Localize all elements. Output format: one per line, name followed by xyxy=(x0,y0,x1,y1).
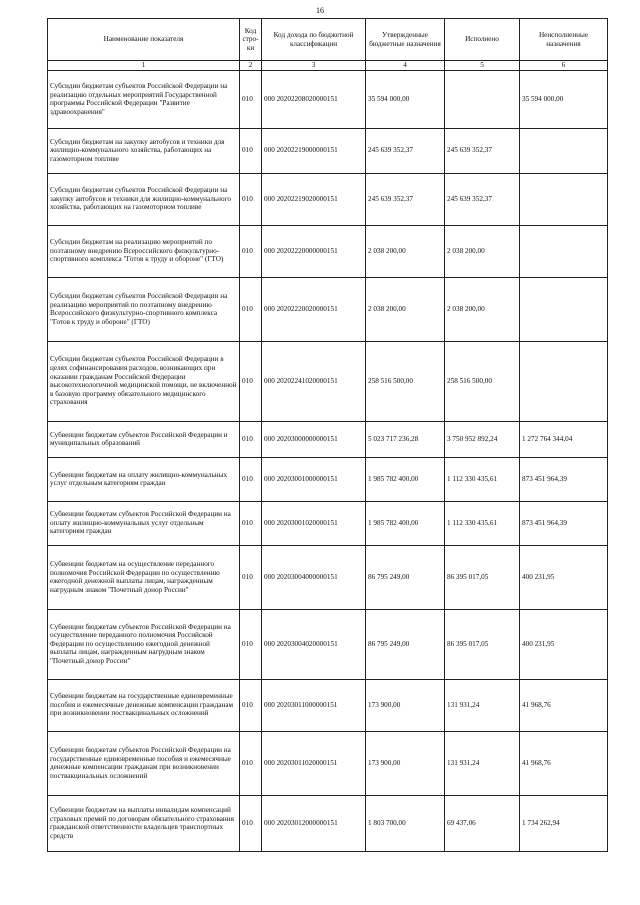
unexecuted-amount: 41 968,76 xyxy=(520,731,608,795)
header-unexecuted: Неисполненные назначения xyxy=(520,19,608,61)
unexecuted-amount: 873 451 964,39 xyxy=(520,457,608,501)
indicator-name: Субсидии бюджетам субъектов Российской Федерации на реализацию мероприятий по поэтапному внедрению Всероссийского физкультурно-спортивного комплекса "Готов к труду и обороне" (ГТО) xyxy=(48,277,240,341)
column-number: 6 xyxy=(520,61,608,71)
executed-amount: 1 112 330 435,61 xyxy=(445,457,520,501)
budget-class-code: 000 20202219020000151 xyxy=(262,173,366,225)
table-row xyxy=(48,277,608,341)
indicator-name: Субвенции бюджетам субъектов Российской Федерации на осуществление переданного полномочия Российской Федерации по осуществлению ежегодной денежной выплаты лицам, награжденным нагрудным знаком "Почетный донор России" xyxy=(48,609,240,679)
table-row xyxy=(48,545,608,609)
table-row xyxy=(48,731,608,795)
table-row xyxy=(48,128,608,173)
executed-amount: 258 516 500,00 xyxy=(445,341,520,421)
budget-class-code: 000 20202208020000151 xyxy=(262,70,366,128)
table-row xyxy=(48,795,608,851)
executed-amount xyxy=(445,70,520,128)
executed-amount: 86 395 017,05 xyxy=(445,609,520,679)
executed-amount: 2 038 200,00 xyxy=(445,277,520,341)
executed-amount: 86 395 017,05 xyxy=(445,545,520,609)
approved-amount: 5 023 717 236,28 xyxy=(366,421,445,457)
header-approved: Утвержденные бюджетные назначения xyxy=(366,19,445,61)
header-code: Код стро-ки xyxy=(240,19,262,61)
header-kbk: Код дохода по бюджетной классификации xyxy=(262,19,366,61)
approved-amount: 245 639 352,37 xyxy=(366,173,445,225)
approved-amount: 1 985 782 400,00 xyxy=(366,501,445,545)
unexecuted-amount xyxy=(520,277,608,341)
approved-amount: 86 795 249,00 xyxy=(366,609,445,679)
unexecuted-amount: 41 968,76 xyxy=(520,679,608,731)
indicator-name: Субвенции бюджетам субъектов Российской Федерации и муниципальных образований xyxy=(48,421,240,457)
budget-class-code: 000 20203011000000151 xyxy=(262,679,366,731)
budget-class-code: 000 20203001000000151 xyxy=(262,457,366,501)
table-row xyxy=(48,70,608,128)
line-code: 010 xyxy=(240,795,262,851)
unexecuted-amount: 1 272 764 344,04 xyxy=(520,421,608,457)
approved-amount: 1 985 782 400,00 xyxy=(366,457,445,501)
column-number: 5 xyxy=(445,61,520,71)
budget-class-code: 000 20203000000000151 xyxy=(262,421,366,457)
budget-class-code: 000 20203011020000151 xyxy=(262,731,366,795)
approved-amount: 2 038 200,00 xyxy=(366,277,445,341)
column-number: 4 xyxy=(366,61,445,71)
budget-class-code: 000 20202241020000151 xyxy=(262,341,366,421)
indicator-name: Субсидии бюджетам субъектов Российской Федерации на закупку автобусов и техники для жилищно-коммунального хозяйства, работающих на газомоторном топливе xyxy=(48,173,240,225)
table-row xyxy=(48,225,608,277)
table-row xyxy=(48,679,608,731)
approved-amount: 35 594 000,00 xyxy=(366,70,445,128)
line-code: 010 xyxy=(240,421,262,457)
executed-amount: 131 931,24 xyxy=(445,731,520,795)
unexecuted-amount xyxy=(520,225,608,277)
line-code: 010 xyxy=(240,341,262,421)
indicator-name: Субсидии бюджетам на закупку автобусов и техники для жилищно-коммунального хозяйства, работающих на газомоторном топливе xyxy=(48,128,240,173)
header-name: Наименование показателя xyxy=(48,19,240,61)
header-row xyxy=(48,19,608,61)
unexecuted-amount: 400 231,95 xyxy=(520,609,608,679)
indicator-name: Субвенции бюджетам на оплату жилищно-коммунальных услуг отдельным категориям граждан xyxy=(48,457,240,501)
budget-class-code: 000 20202219000000151 xyxy=(262,128,366,173)
indicator-name: Субвенции бюджетам на выплаты инвалидам компенсаций страховых премий по договорам обязательного страхования гражданской ответственности владельцев транспортных средств xyxy=(48,795,240,851)
line-code: 010 xyxy=(240,679,262,731)
budget-class-code: 000 20203001020000151 xyxy=(262,501,366,545)
indicator-name: Субвенции бюджетам на государственные единовременные пособия и ежемесячные денежные компенсации гражданам при возникновении поствакцинальных осложнений xyxy=(48,679,240,731)
indicator-name: Субвенции бюджетам на осуществление переданного полномочия Российской Федерации по осуществлению ежегодной денежной выплаты лицам, награжденным нагрудным знаком "Почетный донор России" xyxy=(48,545,240,609)
executed-amount: 69 437,06 xyxy=(445,795,520,851)
table-row xyxy=(48,501,608,545)
budget-class-code: 000 20203004020000151 xyxy=(262,609,366,679)
column-number-row xyxy=(48,61,608,71)
page-number: 16 xyxy=(316,6,324,15)
indicator-name: Субсидии бюджетам субъектов Российской Федерации на реализацию отдельных мероприятий Государственной программы Российской Федерации "Развитие здравоохранения" xyxy=(48,70,240,128)
indicator-name: Субвенции бюджетам субъектов Российской Федерации на государственные единовременные пособия и ежемесячные денежные компенсации гражданам при возникновении поствакцинальных осложнений xyxy=(48,731,240,795)
column-number: 3 xyxy=(262,61,366,71)
budget-class-code: 000 20202220000000151 xyxy=(262,225,366,277)
header-executed: Исполнено xyxy=(445,19,520,61)
line-code: 010 xyxy=(240,277,262,341)
budget-execution-table xyxy=(47,18,608,852)
table-row xyxy=(48,609,608,679)
line-code: 010 xyxy=(240,501,262,545)
approved-amount: 173 900,00 xyxy=(366,731,445,795)
line-code: 010 xyxy=(240,545,262,609)
table-row xyxy=(48,457,608,501)
unexecuted-amount xyxy=(520,173,608,225)
budget-class-code: 000 20202220020000151 xyxy=(262,277,366,341)
unexecuted-amount: 873 451 964,39 xyxy=(520,501,608,545)
line-code: 010 xyxy=(240,731,262,795)
executed-amount: 1 112 330 435,61 xyxy=(445,501,520,545)
executed-amount: 131 931,24 xyxy=(445,679,520,731)
line-code: 010 xyxy=(240,70,262,128)
column-number: 2 xyxy=(240,61,262,71)
table-row xyxy=(48,421,608,457)
approved-amount: 258 516 500,00 xyxy=(366,341,445,421)
indicator-name: Субсидии бюджетам на реализацию мероприятий по поэтапному внедрению Всероссийского физкультурно-спортивного комплекса "Готов к труду и обороне" (ГТО) xyxy=(48,225,240,277)
table-row xyxy=(48,341,608,421)
approved-amount: 2 038 200,00 xyxy=(366,225,445,277)
approved-amount: 1 803 700,00 xyxy=(366,795,445,851)
executed-amount: 245 639 352,37 xyxy=(445,173,520,225)
indicator-name: Субвенции бюджетам субъектов Российской Федерации на оплату жилищно-коммунальных услуг отдельным категориям граждан xyxy=(48,501,240,545)
executed-amount: 3 750 952 892,24 xyxy=(445,421,520,457)
column-number: 1 xyxy=(48,61,240,71)
approved-amount: 173 900,00 xyxy=(366,679,445,731)
unexecuted-amount xyxy=(520,128,608,173)
line-code: 010 xyxy=(240,225,262,277)
line-code: 010 xyxy=(240,457,262,501)
unexecuted-amount: 1 734 262,94 xyxy=(520,795,608,851)
unexecuted-amount: 35 594 000,00 xyxy=(520,70,608,128)
budget-class-code: 000 20203004000000151 xyxy=(262,545,366,609)
line-code: 010 xyxy=(240,128,262,173)
unexecuted-amount xyxy=(520,341,608,421)
executed-amount: 2 038 200,00 xyxy=(445,225,520,277)
indicator-name: Субсидии бюджетам субъектов Российской Федерации в целях софинансирования расходов, возникающих при оказании гражданам Российской Федерации высокотехнологичной медицинской помощи, не включенной в базовую программу обязательного медицинского страхования xyxy=(48,341,240,421)
unexecuted-amount: 400 231,95 xyxy=(520,545,608,609)
approved-amount: 86 795 249,00 xyxy=(366,545,445,609)
line-code: 010 xyxy=(240,609,262,679)
table-row xyxy=(48,173,608,225)
executed-amount: 245 639 352,37 xyxy=(445,128,520,173)
approved-amount: 245 639 352,37 xyxy=(366,128,445,173)
budget-class-code: 000 20203012000000151 xyxy=(262,795,366,851)
line-code: 010 xyxy=(240,173,262,225)
